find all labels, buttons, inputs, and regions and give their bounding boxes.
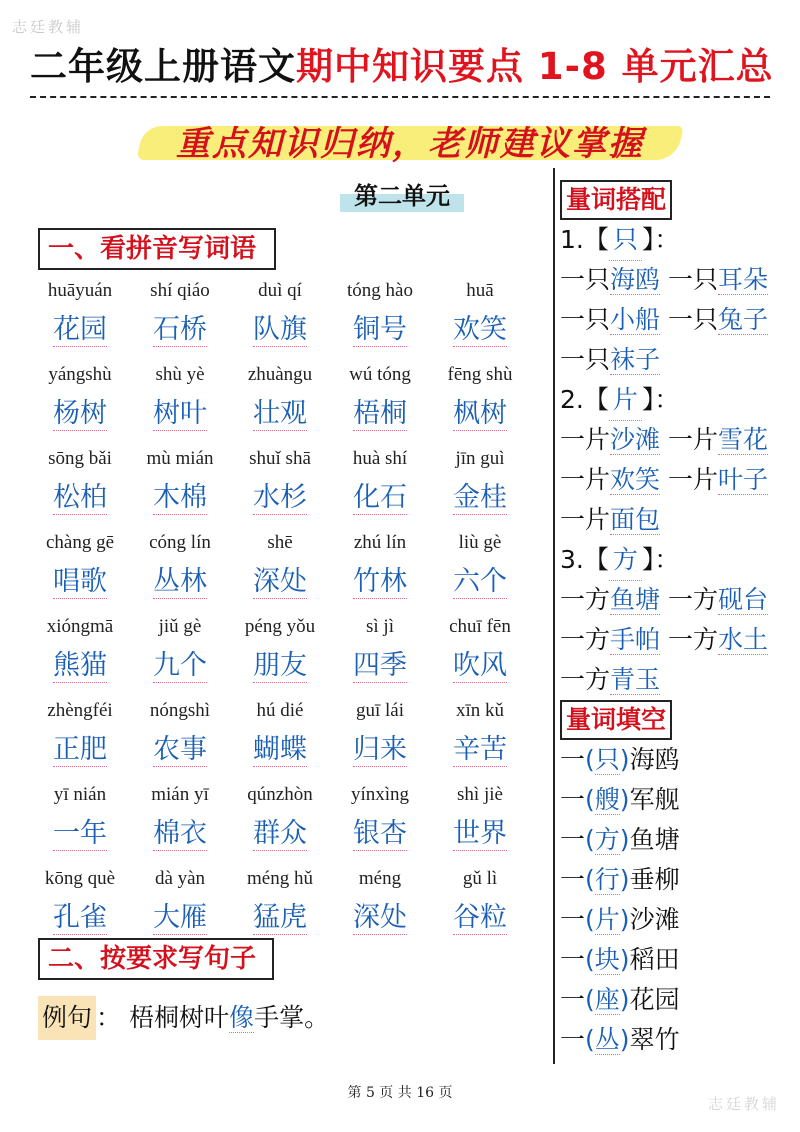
measure-noun: 鱼塘 bbox=[610, 585, 661, 614]
chinese-word-text: 唱歌 bbox=[53, 566, 107, 597]
pinyin-text: tóng hào bbox=[347, 280, 413, 301]
measure-phrase-line bbox=[560, 340, 795, 380]
word-cell bbox=[130, 780, 230, 864]
title-black-part: 二年级上册语文 bbox=[30, 45, 296, 88]
measure-noun: 欢笑 bbox=[610, 465, 661, 494]
word-cell bbox=[230, 276, 330, 360]
word-cell bbox=[430, 780, 530, 864]
pinyin-text: sì jì bbox=[366, 616, 394, 637]
word-cell bbox=[230, 696, 330, 780]
word-cell bbox=[330, 864, 430, 948]
chinese-word bbox=[130, 474, 230, 522]
chinese-word-text: 木棉 bbox=[153, 482, 207, 513]
word-cell bbox=[130, 360, 230, 444]
chinese-word bbox=[430, 558, 530, 606]
pinyin-text: mián yī bbox=[151, 784, 209, 805]
pinyin-text: zhuàngu bbox=[247, 364, 313, 385]
chinese-word bbox=[430, 390, 530, 438]
chinese-word-text: 孔雀 bbox=[53, 902, 107, 933]
word-cell bbox=[30, 444, 130, 528]
subtitle-banner bbox=[140, 112, 680, 170]
measure-prefix: 一片 bbox=[660, 465, 718, 494]
unit-title-block bbox=[340, 176, 464, 216]
chinese-word bbox=[130, 810, 230, 858]
chinese-word-text: 花园 bbox=[53, 314, 107, 345]
chinese-word-text: 谷粒 bbox=[453, 902, 507, 933]
chinese-word-text: 辛苦 bbox=[453, 734, 507, 765]
measure-group-label bbox=[560, 540, 795, 580]
chinese-word bbox=[230, 390, 330, 438]
chinese-word bbox=[430, 306, 530, 354]
measure-noun: 水土 bbox=[717, 625, 768, 654]
fill-answer: 块 bbox=[594, 945, 620, 974]
chinese-word bbox=[130, 306, 230, 354]
fill-paren-open: ( bbox=[585, 945, 595, 974]
chinese-word-text: 农事 bbox=[153, 734, 207, 765]
word-cell bbox=[230, 864, 330, 948]
chinese-word-text: 铜号 bbox=[353, 314, 407, 345]
fill-paren-close: ) bbox=[619, 985, 630, 1014]
word-cell bbox=[230, 528, 330, 612]
chinese-word-text: 壮观 bbox=[253, 398, 307, 429]
chinese-word bbox=[130, 642, 230, 690]
chinese-word-text: 深处 bbox=[253, 566, 307, 597]
measure-prefix: 一只 bbox=[560, 265, 611, 294]
fill-paren-close: ) bbox=[619, 865, 630, 894]
chinese-word-text: 枫树 bbox=[453, 398, 507, 429]
chinese-word bbox=[30, 474, 130, 522]
pinyin-text: zhèngféi bbox=[47, 700, 113, 721]
fill-item bbox=[560, 780, 795, 820]
measure-word: 片 bbox=[609, 380, 642, 421]
measure-label-pre: 3.【 bbox=[560, 545, 609, 574]
chinese-word-text: 蝴蝶 bbox=[253, 734, 307, 765]
subtitle: 重点知识归纳，老师建议掌握 bbox=[176, 124, 644, 164]
chinese-word-text: 丛林 bbox=[153, 566, 207, 597]
word-cell bbox=[330, 696, 430, 780]
measure-prefix: 一只 bbox=[560, 345, 611, 374]
fill-answer: 只 bbox=[594, 745, 620, 774]
word-cell bbox=[330, 360, 430, 444]
chinese-word bbox=[430, 642, 530, 690]
measure-prefix: 一只 bbox=[660, 265, 718, 294]
fill-paren-close: ) bbox=[619, 825, 630, 854]
measure-phrase-line bbox=[560, 500, 795, 540]
chinese-word-text: 归来 bbox=[353, 734, 407, 765]
chinese-word-text: 熊猫 bbox=[53, 650, 107, 681]
pinyin-text: mù mián bbox=[146, 448, 214, 469]
chinese-word bbox=[230, 810, 330, 858]
measure-prefix: 一方 bbox=[660, 625, 718, 654]
fill-prefix: 一 bbox=[560, 785, 586, 814]
measure-label-pre: 2.【 bbox=[560, 385, 609, 414]
chinese-word-text: 石桥 bbox=[153, 314, 207, 345]
pinyin-text: dà yàn bbox=[154, 868, 206, 889]
fill-item bbox=[560, 980, 795, 1020]
word-row bbox=[30, 780, 550, 864]
measure-prefix: 一方 bbox=[660, 585, 718, 614]
measure-noun: 小船 bbox=[610, 305, 661, 334]
fill-item bbox=[560, 740, 795, 780]
fill-noun: 花园 bbox=[629, 985, 680, 1014]
chinese-word bbox=[30, 558, 130, 606]
word-cell bbox=[30, 276, 130, 360]
watermark-top: 志廷教辅 bbox=[12, 18, 85, 36]
fill-paren-close: ) bbox=[619, 945, 630, 974]
chinese-word-text: 金桂 bbox=[453, 482, 507, 513]
chinese-word bbox=[430, 726, 530, 774]
pinyin-text: fēng shù bbox=[447, 364, 513, 385]
fill-noun: 沙滩 bbox=[629, 905, 680, 934]
word-row bbox=[30, 528, 550, 612]
chinese-word-text: 棉衣 bbox=[153, 818, 207, 849]
measure-noun: 兔子 bbox=[717, 305, 768, 334]
word-cell bbox=[130, 528, 230, 612]
pinyin-text: jiǔ gè bbox=[158, 616, 202, 637]
chinese-word-text: 梧桐 bbox=[353, 398, 407, 429]
fill-answer: 方 bbox=[594, 825, 620, 854]
fill-item bbox=[560, 1020, 795, 1060]
fill-noun: 鱼塘 bbox=[629, 825, 680, 854]
pinyin-text: chàng gē bbox=[45, 532, 115, 553]
chinese-word-text: 世界 bbox=[453, 818, 507, 849]
measure-phrase-line bbox=[560, 620, 795, 660]
measure-prefix: 一方 bbox=[560, 625, 611, 654]
chinese-word-text: 四季 bbox=[353, 650, 407, 681]
fill-noun: 海鸥 bbox=[629, 745, 680, 774]
fill-prefix: 一 bbox=[560, 905, 586, 934]
measure-word-column bbox=[560, 180, 795, 1060]
fill-paren-open: ( bbox=[585, 825, 595, 854]
measure-noun: 耳朵 bbox=[717, 265, 768, 294]
chinese-word-text: 队旗 bbox=[253, 314, 307, 345]
pinyin-text: méng hǔ bbox=[247, 868, 313, 889]
pinyin-text: wú tóng bbox=[349, 364, 411, 385]
fill-noun: 垂柳 bbox=[629, 865, 680, 894]
measure-noun: 面包 bbox=[610, 505, 661, 534]
chinese-word bbox=[230, 894, 330, 942]
example-text-pre: 梧桐树叶 bbox=[129, 1003, 230, 1032]
example-label: 例句 bbox=[38, 996, 96, 1040]
chinese-word bbox=[130, 390, 230, 438]
measure-noun: 手帕 bbox=[610, 625, 661, 654]
fill-item bbox=[560, 900, 795, 940]
chinese-word-text: 正肥 bbox=[53, 734, 107, 765]
pinyin-text: yī nián bbox=[53, 784, 107, 805]
fill-paren-open: ( bbox=[585, 905, 595, 934]
pinyin-text: jīn guì bbox=[455, 448, 505, 469]
fill-paren-open: ( bbox=[585, 785, 595, 814]
measure-prefix: 一片 bbox=[560, 425, 611, 454]
chinese-word bbox=[330, 726, 430, 774]
pinyin-text: qúnzhòn bbox=[247, 784, 313, 805]
chinese-word bbox=[330, 390, 430, 438]
fill-prefix: 一 bbox=[560, 985, 586, 1014]
chinese-word bbox=[230, 558, 330, 606]
section-heading-sentences: 二、按要求写句子 bbox=[38, 938, 274, 980]
measure-phrase-line bbox=[560, 660, 795, 700]
word-cell bbox=[430, 864, 530, 948]
word-cell bbox=[230, 444, 330, 528]
pinyin-text: xióngmā bbox=[46, 616, 114, 637]
word-cell bbox=[30, 528, 130, 612]
measure-group-label bbox=[560, 380, 795, 420]
word-cell bbox=[30, 864, 130, 948]
example-keyword: 像 bbox=[229, 1003, 255, 1032]
chinese-word-text: 深处 bbox=[353, 902, 407, 933]
word-cell bbox=[230, 612, 330, 696]
measure-noun: 海鸥 bbox=[610, 265, 661, 294]
fill-answer: 行 bbox=[594, 865, 620, 894]
pinyin-text: liù gè bbox=[458, 532, 502, 553]
measure-prefix: 一片 bbox=[560, 505, 611, 534]
word-cell bbox=[430, 696, 530, 780]
word-cell bbox=[30, 612, 130, 696]
title-red-part: 期中知识要点 1-8 单元汇总 bbox=[296, 45, 774, 88]
chinese-word-text: 大雁 bbox=[153, 902, 207, 933]
pinyin-word-grid bbox=[30, 276, 550, 948]
measure-word: 方 bbox=[609, 540, 642, 581]
page-footer: 第 5 页 共 16 页 bbox=[347, 1085, 453, 1101]
pinyin-text: duì qí bbox=[258, 280, 302, 301]
pinyin-text: hú dié bbox=[256, 700, 304, 721]
fill-noun: 军舰 bbox=[629, 785, 680, 814]
fill-paren-close: ) bbox=[619, 1025, 630, 1054]
word-cell bbox=[430, 612, 530, 696]
word-cell bbox=[330, 780, 430, 864]
fill-paren-close: ) bbox=[619, 905, 630, 934]
word-cell bbox=[430, 528, 530, 612]
column-divider bbox=[553, 168, 555, 1064]
fill-noun: 稻田 bbox=[629, 945, 680, 974]
word-cell bbox=[30, 696, 130, 780]
word-cell bbox=[430, 360, 530, 444]
word-cell bbox=[130, 612, 230, 696]
fill-item bbox=[560, 940, 795, 980]
measure-phrase-line bbox=[560, 460, 795, 500]
word-cell bbox=[430, 444, 530, 528]
fill-prefix: 一 bbox=[560, 745, 586, 774]
chinese-word bbox=[330, 810, 430, 858]
fill-item bbox=[560, 860, 795, 900]
word-row bbox=[30, 360, 550, 444]
fill-paren-close: ) bbox=[619, 785, 630, 814]
chinese-word bbox=[130, 558, 230, 606]
example-colon: ： bbox=[96, 1003, 122, 1032]
measure-noun: 沙滩 bbox=[610, 425, 661, 454]
word-cell bbox=[130, 276, 230, 360]
chinese-word bbox=[30, 642, 130, 690]
chinese-word bbox=[30, 306, 130, 354]
pinyin-text: kōng què bbox=[44, 868, 116, 889]
chinese-word bbox=[330, 558, 430, 606]
fill-answer: 丛 bbox=[594, 1025, 620, 1054]
chinese-word bbox=[330, 306, 430, 354]
measure-groups bbox=[560, 220, 795, 700]
fill-prefix: 一 bbox=[560, 1025, 586, 1054]
chinese-word-text: 树叶 bbox=[153, 398, 207, 429]
word-cell bbox=[230, 780, 330, 864]
word-row bbox=[30, 612, 550, 696]
pinyin-text: shē bbox=[267, 532, 293, 553]
pinyin-text: nóngshì bbox=[149, 700, 211, 721]
chinese-word-text: 一年 bbox=[53, 818, 107, 849]
word-cell bbox=[230, 360, 330, 444]
unit-title: 第二单元 bbox=[354, 182, 450, 210]
pinyin-text: guī lái bbox=[355, 700, 405, 721]
word-cell bbox=[330, 276, 430, 360]
word-cell bbox=[330, 612, 430, 696]
measure-phrase-line bbox=[560, 300, 795, 340]
chinese-word-text: 朋友 bbox=[253, 650, 307, 681]
measure-prefix: 一方 bbox=[560, 585, 611, 614]
chinese-word-text: 欢笑 bbox=[453, 314, 507, 345]
word-cell bbox=[130, 444, 230, 528]
measure-word: 只 bbox=[609, 220, 642, 261]
chinese-word bbox=[130, 894, 230, 942]
pinyin-text: xīn kǔ bbox=[455, 700, 505, 721]
pinyin-text: yínxìng bbox=[350, 784, 410, 805]
fill-paren-open: ( bbox=[585, 1025, 595, 1054]
pinyin-text: gǔ lì bbox=[462, 868, 498, 889]
measure-prefix: 一片 bbox=[660, 425, 718, 454]
fill-paren-open: ( bbox=[585, 865, 595, 894]
page-title bbox=[30, 44, 774, 94]
chinese-word-text: 竹林 bbox=[353, 566, 407, 597]
chinese-word bbox=[230, 474, 330, 522]
pinyin-text: sōng bǎi bbox=[48, 448, 112, 469]
example-sentence bbox=[38, 996, 329, 1040]
word-cell bbox=[330, 528, 430, 612]
chinese-word bbox=[30, 894, 130, 942]
measure-phrase-line bbox=[560, 420, 795, 460]
fill-answer: 艘 bbox=[594, 785, 620, 814]
word-cell bbox=[130, 696, 230, 780]
chinese-word-text: 九个 bbox=[153, 650, 207, 681]
chinese-word bbox=[130, 726, 230, 774]
measure-noun: 砚台 bbox=[717, 585, 768, 614]
measure-fill-list bbox=[560, 740, 795, 1060]
measure-label-post: 】： bbox=[641, 225, 680, 254]
chinese-word bbox=[330, 474, 430, 522]
measure-noun: 青玉 bbox=[610, 665, 661, 694]
fill-answer: 座 bbox=[594, 985, 620, 1014]
fill-prefix: 一 bbox=[560, 825, 586, 854]
fill-paren-open: ( bbox=[585, 745, 595, 774]
example-text-post: 手掌。 bbox=[254, 1003, 330, 1032]
pinyin-text: huā bbox=[466, 280, 494, 301]
section-heading-pinyin: 一、看拼音写词语 bbox=[38, 228, 276, 270]
measure-label-post: 】： bbox=[641, 385, 680, 414]
pinyin-text: cóng lín bbox=[149, 532, 211, 553]
measure-noun: 叶子 bbox=[717, 465, 768, 494]
measure-prefix: 一只 bbox=[560, 305, 611, 334]
measure-fill-heading: 量词填空 bbox=[560, 700, 672, 740]
chinese-word bbox=[230, 642, 330, 690]
fill-item bbox=[560, 820, 795, 860]
measure-label-pre: 1.【 bbox=[560, 225, 609, 254]
chinese-word-text: 银杏 bbox=[353, 818, 407, 849]
pinyin-text: shí qiáo bbox=[150, 280, 210, 301]
pinyin-text: shì jiè bbox=[457, 784, 503, 805]
chinese-word-text: 水杉 bbox=[253, 482, 307, 513]
measure-phrase-line bbox=[560, 260, 795, 300]
measure-prefix: 一只 bbox=[660, 305, 718, 334]
title-dashed-divider bbox=[30, 96, 770, 98]
word-cell bbox=[330, 444, 430, 528]
measure-noun: 雪花 bbox=[717, 425, 768, 454]
chinese-word bbox=[430, 810, 530, 858]
chinese-word-text: 猛虎 bbox=[253, 902, 307, 933]
chinese-word bbox=[230, 306, 330, 354]
measure-noun: 袜子 bbox=[610, 345, 661, 374]
measure-prefix: 一片 bbox=[560, 465, 611, 494]
word-cell bbox=[30, 780, 130, 864]
pinyin-text: shù yè bbox=[155, 364, 205, 385]
chinese-word bbox=[430, 894, 530, 942]
pinyin-text: shuǐ shā bbox=[249, 448, 311, 469]
chinese-word-text: 杨树 bbox=[53, 398, 107, 429]
chinese-word bbox=[330, 894, 430, 942]
chinese-word bbox=[30, 726, 130, 774]
measure-group-label bbox=[560, 220, 795, 260]
pinyin-text: zhú lín bbox=[353, 532, 407, 553]
measure-label-post: 】： bbox=[641, 545, 680, 574]
pinyin-text: chuī fēn bbox=[449, 616, 511, 637]
chinese-word-text: 六个 bbox=[453, 566, 507, 597]
chinese-word bbox=[30, 390, 130, 438]
word-cell bbox=[430, 276, 530, 360]
pinyin-text: yángshù bbox=[48, 364, 112, 385]
pinyin-text: huāyuán bbox=[47, 280, 113, 301]
pinyin-text: méng bbox=[358, 868, 402, 889]
chinese-word bbox=[430, 474, 530, 522]
fill-paren-open: ( bbox=[585, 985, 595, 1014]
fill-prefix: 一 bbox=[560, 865, 586, 894]
word-cell bbox=[30, 360, 130, 444]
fill-noun: 翠竹 bbox=[629, 1025, 680, 1054]
measure-match-heading: 量词搭配 bbox=[560, 180, 672, 220]
measure-phrase-line bbox=[560, 580, 795, 620]
chinese-word bbox=[30, 810, 130, 858]
chinese-word bbox=[230, 726, 330, 774]
fill-answer: 片 bbox=[594, 905, 620, 934]
word-row bbox=[30, 444, 550, 528]
word-row bbox=[30, 864, 550, 948]
chinese-word bbox=[330, 642, 430, 690]
fill-prefix: 一 bbox=[560, 945, 586, 974]
fill-paren-close: ) bbox=[619, 745, 630, 774]
chinese-word-text: 化石 bbox=[353, 482, 407, 513]
pinyin-text: huà shí bbox=[352, 448, 408, 469]
chinese-word-text: 群众 bbox=[253, 818, 307, 849]
watermark-bottom: 志廷教辅 bbox=[707, 1095, 780, 1113]
measure-prefix: 一方 bbox=[560, 665, 611, 694]
word-cell bbox=[130, 864, 230, 948]
chinese-word-text: 松柏 bbox=[53, 482, 107, 513]
word-row bbox=[30, 276, 550, 360]
chinese-word-text: 吹风 bbox=[453, 650, 507, 681]
word-row bbox=[30, 696, 550, 780]
pinyin-text: péng yǒu bbox=[244, 616, 316, 637]
